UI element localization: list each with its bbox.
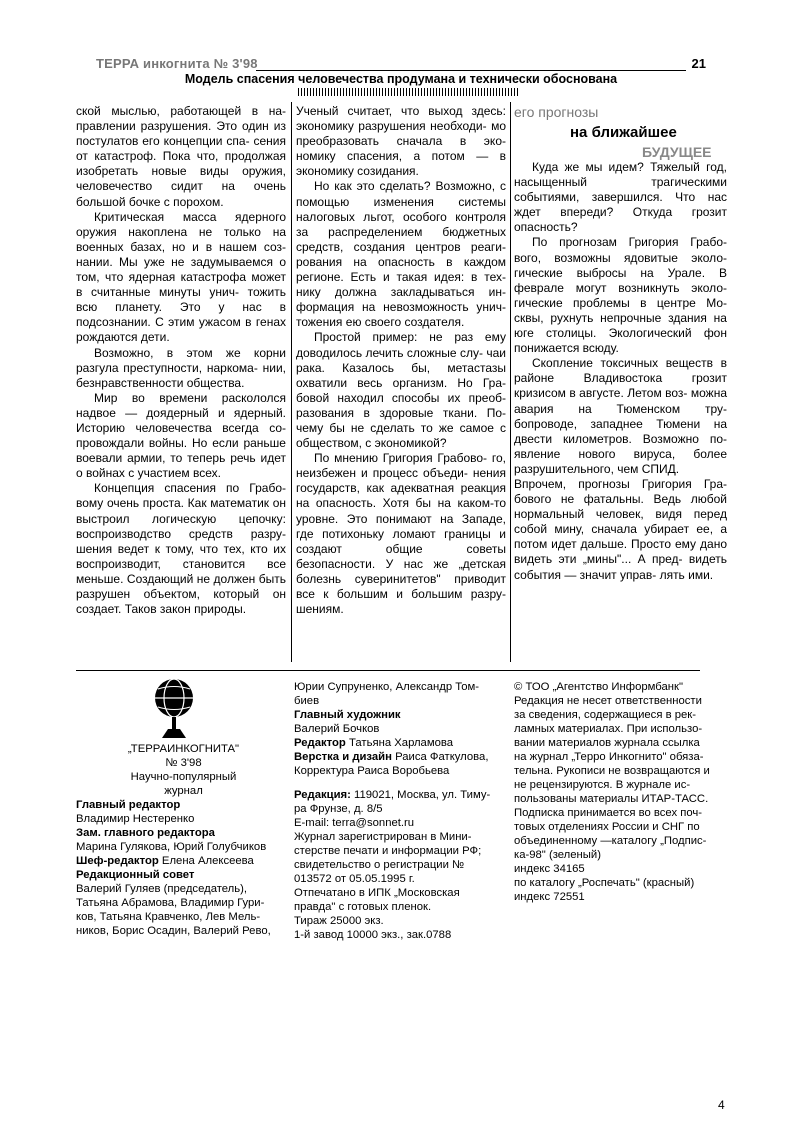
subscription-line: Подписка принимается во всех поч-: [514, 807, 703, 819]
magazine-type: Научно-популярный: [130, 771, 237, 783]
article-column-2: [296, 104, 506, 617]
staff-line: Верстка и дизайн Раиса Фаткулова,: [294, 751, 489, 763]
staff-name: Юрии Супруненко, Александр Том-: [294, 681, 480, 693]
paragraph: Концепция спасения по Грабо- вому очень проста. Как математик он выстроил логическую цепочку: воспроизводство средств разру- шения ведет к тому, что тех, кто их воспроизводит, становится все меньше. Создающий не должен быть разрушен объектом, который он создает. Таков закон природы.: [76, 481, 286, 617]
subscription-line: объединенному —каталогу „Подпис-: [514, 835, 707, 847]
paragraph: Возможно, в этом же корни разгула преступности, наркома- нии, безнравственности общества.: [76, 345, 287, 390]
email-line: E-mail: terra@sonnet.ru: [294, 817, 415, 829]
disclaimer-line: не рецензируются. В журнале ис-: [514, 779, 691, 791]
staff-name: Валерий Гуляев (председатель),: [76, 883, 248, 895]
subscription-line: по каталогу „Роспечать" (красный): [514, 877, 695, 889]
disclaimer-line: тельна. Рукописи не возвращаются и: [514, 765, 710, 777]
staff-name: Валерий Бочков: [294, 723, 380, 735]
role-label: Главный редактор: [76, 799, 181, 811]
disclaimer-line: за сведения, содержащиеся в рек-: [514, 709, 696, 721]
paragraph: Мир во времени раскололся надвое — доядерный и ядерный. Историю человечества всегда со- провождали войны. Но если раньше воевали армии, то теперь речь идет о войнах с участием всех.: [76, 390, 287, 481]
staff-name: Владимир Нестеренко: [76, 813, 195, 825]
staff-name: ников, Борис Осадин, Валерий Рево,: [76, 925, 271, 937]
footer-page-number: 4: [718, 1098, 725, 1112]
staff-name: Марина Гулякова, Юрий Голубчиков: [76, 841, 267, 853]
column-divider: [510, 102, 511, 662]
subheading-line-3: БУДУЩЕЕ: [642, 144, 712, 160]
paragraph: Скопление токсичных веществ в районе Владивостока грозит кризисом в августе. Летом воз- можна авария на Тюменском тру- бопроводе, западнее Тюмени на двести километров. Возможно по- явление нового вируса, более разрушительного, чем СПИД.: [514, 356, 727, 476]
paragraph: Критическая масса ядерного оружия накоплена не только на военных базах, но и в нашем соз- нании. Мы уже не задумываемся о том, что ядерная катастрофа может в считанные минуты унич- тожить всю планету. Это у нас в подсознании. С этим ужасом в генах рождаются дети.: [76, 209, 286, 345]
running-header: [96, 56, 706, 72]
issue-number: № 3'98: [165, 757, 202, 769]
staff-name: Татьяна Абрамова, Владимир Гури-: [76, 897, 265, 909]
role-label: Главный художник: [294, 709, 401, 721]
print-line: правда" с готовых пленок.: [294, 901, 432, 913]
subscription-line: товых отделениях России и СНГ по: [514, 821, 700, 833]
index-line: индекс 34165: [514, 863, 585, 875]
address-line: Редакция: 119021, Москва, ул. Тиму-: [294, 789, 491, 801]
paragraph: Простой пример: не раз ему доводилось лечить сложные слу- чаи рака. Казалось бы, метастазы охватили весь организм. Но Гра- бовой находил способы их преоб- разования в здоровые ткани. По- чему бы не сделать то же самое с обществом, с экономикой?: [296, 330, 506, 451]
paragraph: Куда же мы идем? Тяжелый год, насыщенный трагическими событиями, завершился. Что нас ждет впереди? Откуда грозит опасность?: [514, 160, 727, 235]
address-line: ра Фрунзе, д. 8/5: [294, 803, 383, 815]
copyright-line: © ТОО „Агентство Информбанк": [514, 681, 683, 693]
paragraph: По прогнозам Григория Грабо- вого, возможны ядовитые эколо- гические выбросы на Урале. В феврале могут возникнуть эколо- гические проблемы в центре Мо- сквы, рухнуть непрочные здания на юге столицы. Экологический фон понижается всюду.: [514, 235, 727, 356]
paragraph: Впрочем, прогнозы Григория Гра- бового не фатальны. Ведь любой нормальный человек, видя перед собой мину, сначала убирает ее, а потом идет дальше. Просто ему дано видеть эти „мины"... А пред- видеть события — значит управ- лять ими.: [514, 476, 727, 582]
registration-line: Журнал зарегистрирован в Мини-: [294, 831, 472, 843]
staff-line: Шеф-редактор Елена Алексеева: [76, 855, 254, 867]
role-label: Зам. главного редактора: [76, 827, 215, 839]
imprint-column-3: [514, 680, 719, 904]
magazine-type: журнал: [164, 785, 203, 797]
disclaimer-line: Редакция не несет ответственности: [514, 695, 702, 707]
imprint-column-2: [294, 680, 504, 942]
article-title: Модель спасения человечества продумана и технически обоснована: [184, 72, 618, 86]
registration-line: 013572 от 05.05.1995 г.: [294, 873, 415, 885]
page-number: 21: [691, 56, 706, 71]
header-rule: [256, 70, 686, 71]
staff-name: ков, Татьяна Кравченко, Лев Мель-: [76, 911, 261, 923]
title-hatch: [298, 88, 520, 96]
index-line: индекс 72551: [514, 891, 585, 903]
magazine-name: „ТЕРРАИНКОГНИТА": [127, 743, 240, 755]
staff-name: биев: [294, 695, 320, 707]
column-divider: [291, 102, 292, 662]
article-column-1: [76, 104, 286, 617]
registration-line: свидетельство о регистрации №: [294, 859, 465, 871]
role-label: Редакционный совет: [76, 869, 195, 881]
registration-line: стерстве печати и информации РФ;: [294, 845, 482, 857]
imprint-rule: [76, 670, 700, 671]
disclaimer-line: пользованы материалы ИТАР-ТАСС.: [514, 793, 709, 805]
disclaimer-line: ламных материалах. При использо-: [514, 723, 703, 735]
circulation-line: Тираж 25000 экз.: [294, 915, 384, 927]
disclaimer-line: вании материалов журнала ссылка: [514, 737, 700, 749]
print-line: Отпечатано в ИПК „Московская: [294, 887, 460, 899]
imprint-column-1: [76, 742, 291, 938]
article-column-3: [514, 160, 727, 583]
paragraph: Но как это сделать? Возможно, с помощью изменения системы налоговых льгот, особого контроля за распределением бюджетных средств, создания центров реаги- рования на опасность в каждом регионе. Есть и такая идея: в тех- нику должна закладываться ин- формация на невозможность унич- тожения ею своего создателя.: [296, 179, 506, 330]
disclaimer-line: на журнал „Терро Инкогнито" обяза-: [514, 751, 704, 763]
paragraph: ской мыслью, работающей в на- правлении разрушения. Это один из постулатов его концепции спа- сения от катастроф. Пока что, продолжая изобретать новые виды оружия, человечество сидит на очень большой бочке с порохом.: [76, 104, 286, 209]
staff-line: Редактор Татьяна Харламова: [294, 737, 454, 749]
circulation-line: 1-й завод 10000 экз., зак.0788: [294, 929, 452, 941]
magazine-title: ТЕРРА инкогнита № 3'98: [96, 56, 258, 71]
globe-logo-icon: [150, 676, 198, 740]
staff-name: Корректура Раиса Воробьева: [294, 765, 450, 777]
subheading-line-1: его прогнозы: [514, 104, 599, 120]
subscription-line: ка-98" (зеленый): [514, 849, 601, 861]
paragraph: По мнению Григория Грабово- го, неизбежен и процесс объеди- нения государств, как адекватная реакция на опасность. Хотя бы на каком-то уровне. Это понимают на Западе, где потихоньку ломают границы и создают общие советы безопасности. У нас же „детская болезнь суверинитетов" приводит все к большим и большим разру- шениям.: [296, 451, 506, 617]
subheading-line-2: на ближайшее: [570, 124, 677, 141]
paragraph: Ученый считает, что выход здесь: экономику разрушения необходи- мо преобразовать сначала в эко- номику спасения, а потом — в экономику созидания.: [296, 104, 506, 179]
